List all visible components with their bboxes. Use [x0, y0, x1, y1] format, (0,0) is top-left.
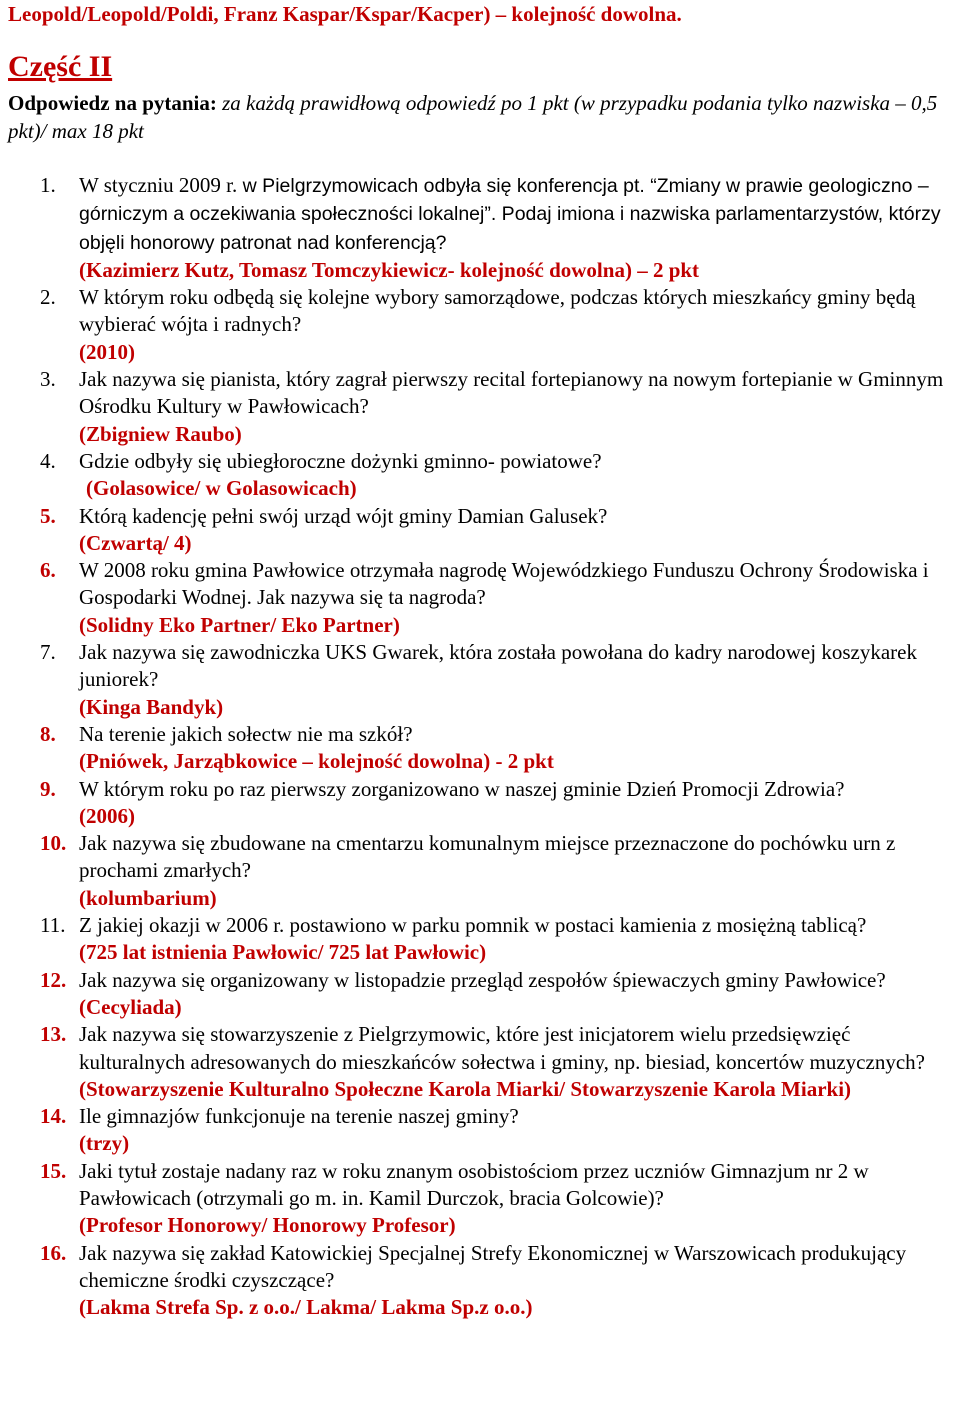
question-2: [0, 284, 960, 366]
question-number: 8.: [40, 721, 56, 746]
question-number: 1.: [40, 173, 56, 197]
question-13: [0, 1021, 960, 1103]
question-text: Jaki tytuł zostaje nadany raz w roku znanym osobistościom przez uczniów Gimnazjum nr 2 w Pawłowicach (otrzymali go m. in. Kamil Durczok, bracia Golcowie)?: [79, 1158, 869, 1210]
question-text: Gdzie odbyły się ubiegłoroczne dożynki gminno- powiatowe?: [79, 448, 602, 473]
question-text: W styczniu 2009 r. w Pielgrzymowicach odbyła się konferencja pt. “Zmiany w prawie geologiczno – górniczym a oczekiwania społeczności lokalnej”. Podaj imiona i nazwiska parlamentarzystów, którzy objęli honorowy patronat nad konferencją?: [79, 173, 941, 254]
answer: (Stowarzyszenie Kulturalno Społeczne Karola Miarki/ Stowarzyszenie Karola Miarki): [79, 1076, 852, 1101]
question-text: Jak nazywa się pianista, który zagrał pierwszy recital fortepianowy na nowym fortepianie w Gminnym Ośrodku Kultury w Pawłowicach?: [79, 367, 944, 419]
question-number: 13.: [40, 1022, 67, 1047]
answer: (725 lat istnienia Pawłowic/ 725 lat Pawłowic): [79, 940, 487, 965]
question-number: 10.: [40, 831, 67, 856]
question-number: 12.: [40, 967, 67, 992]
question-text: Na terenie jakich sołectw nie ma szkół?: [79, 721, 413, 746]
question-1: [0, 172, 960, 284]
question-15: [0, 1158, 960, 1240]
part-title: Część II: [8, 50, 113, 83]
answer: (Cecyliada): [79, 994, 182, 1019]
question-number: 9.: [40, 776, 56, 801]
question-6: [0, 557, 960, 639]
answer: (Zbigniew Raubo): [79, 421, 242, 446]
question-number: 3.: [40, 367, 56, 392]
answer: (Pniówek, Jarząbkowice – kolejność dowolna) - 2 pkt: [79, 749, 554, 774]
question-text: Jak nazywa się zawodniczka UKS Gwarek, która została powołana do kadry narodowej koszykarek juniorek?: [79, 640, 917, 692]
question-5: [0, 503, 960, 558]
question-14: [0, 1103, 960, 1158]
question-8: [0, 721, 960, 776]
question-number: 11.: [40, 913, 66, 938]
question-3: [0, 366, 960, 448]
question-10: [0, 830, 960, 912]
question-number: 7.: [40, 640, 56, 665]
answer: (Kinga Bandyk): [79, 694, 224, 719]
question-text: Jak nazywa się stowarzyszenie z Pielgrzymowic, które jest inicjatorem wielu przedsięwzięć kulturalnych adresowanych do mieszkańców sołectwa i gminy, np. biesiad, koncertów muzycznych?: [79, 1022, 925, 1074]
question-text: Jak nazywa się zbudowane na cmentarzu komunalnym miejsce przeznaczone do pochówku urn z prochami zmarłych?: [79, 831, 896, 883]
question-number: 5.: [40, 503, 56, 528]
question-number: 16.: [40, 1240, 67, 1265]
question-number: 14.: [40, 1104, 67, 1129]
question-text: Którą kadencję pełni swój urząd wójt gminy Damian Galusek?: [79, 503, 608, 528]
question-7: [0, 639, 960, 721]
question-text: Z jakiej okazji w 2006 r. postawiono w parku pomnik w postaci kamienia z mosiężną tablicą?: [79, 913, 867, 938]
answer: (2006): [79, 803, 135, 828]
question-text: W którym roku po raz pierwszy zorganizowano w naszej gminie Dzień Promocji Zdrowia?: [79, 776, 845, 801]
previous-answer-continuation: Leopold/Leopold/Poldi, Franz Kaspar/Kspar/Kacper) – kolejność dowolna.: [8, 2, 682, 26]
instructions: [8, 89, 958, 145]
question-text: Jak nazywa się organizowany w listopadzie przegląd zespołów śpiewaczych gminy Pawłowice?: [79, 967, 886, 992]
answer: (kolumbarium): [79, 885, 217, 910]
answer: (trzy): [79, 1131, 130, 1156]
instructions-lead: Odpowiedz na pytania:: [8, 91, 217, 115]
question-11: [0, 912, 960, 967]
question-16: [0, 1240, 960, 1322]
answer: (Profesor Honorowy/ Honorowy Profesor): [79, 1213, 456, 1238]
answer: (2010): [79, 339, 135, 364]
question-text: W 2008 roku gmina Pawłowice otrzymała nagrodę Wojewódzkiego Funduszu Ochrony Środowiska i Gospodarki Wodnej. Jak nazywa się ta nagroda?: [79, 558, 929, 610]
question-number: 6.: [40, 558, 56, 583]
question-number: 15.: [40, 1158, 67, 1183]
instructions-scoring: za każdą prawidłową odpowiedź po 1 pkt (w przypadku podania tylko nazwiska – 0,5 pkt)/ max 18 pkt: [8, 91, 938, 143]
question-number: 4.: [40, 448, 56, 473]
question-text: W którym roku odbędą się kolejne wybory samorządowe, podczas których mieszkańcy gminy będą wybierać wójta i radnych?: [79, 285, 916, 337]
answer: (Golasowice/ w Golasowicach): [86, 476, 357, 501]
answer: (Solidny Eko Partner/ Eko Partner): [79, 612, 400, 637]
question-12: [0, 967, 960, 1022]
question-4: [0, 448, 960, 503]
question-number: 2.: [40, 285, 56, 310]
answer: (Czwartą/ 4): [79, 530, 192, 555]
question-list: [0, 172, 960, 1321]
question-text: Jak nazywa się zakład Katowickiej Specjalnej Strefy Ekonomicznej w Warszowicach produkujący chemiczne środki czyszczące?: [79, 1240, 907, 1292]
answer: (Lakma Strefa Sp. z o.o./ Lakma/ Lakma Sp.z o.o.): [79, 1295, 533, 1320]
answer: (Kazimierz Kutz, Tomasz Tomczykiewicz- kolejność dowolna) – 2 pkt: [79, 257, 700, 282]
question-text: Ile gimnazjów funkcjonuje na terenie naszej gminy?: [79, 1104, 519, 1129]
question-9: [0, 776, 960, 831]
